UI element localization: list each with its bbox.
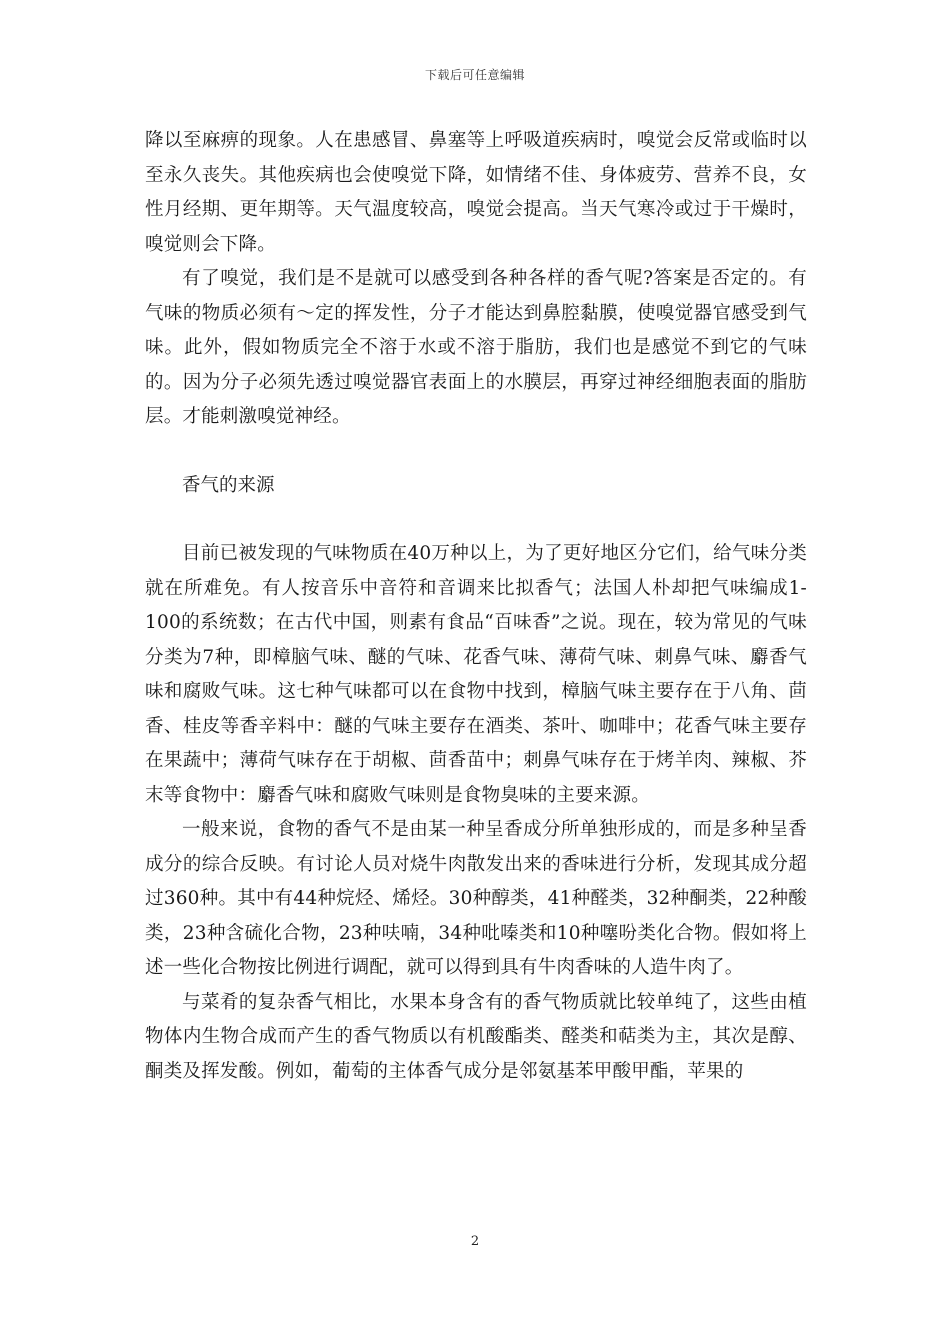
paragraph-olfaction: 有了嗅觉，我们是不是就可以感受到各种各样的香气呢?答案是否定的。有气味的物质必须有～定的挥发性，分子才能达到鼻腔黏膜，使嗅觉器官感受到气味。此外，假如物质完全不溶于水或不溶于脂肪，我们也是感觉不到它的气味的。因为分子必须先透过嗅觉器官表面上的水膜层，再穿过神经细胞表面的脂肪层。才能刺激嗅觉神经。: [145, 268, 807, 427]
section-heading: 香气的来源: [182, 474, 275, 496]
paragraph-continued: 降以至麻痹的现象。人在患感冒、鼻塞等上呼吸道疾病时，嗅觉会反常或临时以至永久丧失。其他疾病也会使嗅觉下降，如情绪不佳、身体疲劳、营养不良，女性月经期、更年期等。天气温度较高，嗅觉会提高。当天气寒冷或过于干燥时，嗅觉则会下降。: [145, 130, 807, 255]
page-header: 下载后可任意编辑: [424, 68, 525, 82]
page-number: 2: [470, 1234, 480, 1249]
paragraph-fruit-aroma: 与菜肴的复杂香气相比，水果本身含有的香气物质就比较单纯了，这些由植物体内生物合成而产生的香气物质以有机酸酯类、醛类和萜类为主，其次是醇、酮类及挥发酸。例如，葡萄的主体香气成分是邻氨基苯甲酸甲酯，苹果的: [145, 991, 807, 1082]
paragraph-beef-aroma: 一般来说，食物的香气不是由某一种呈香成分所单独形成的，而是多种呈香成分的综合反映。有讨论人员对烧牛肉散发出来的香味进行分析，发现其成分超过360种。其中有44种烷烃、烯烃。30种醇类，41种醛类，32种酮类，22种酸类，23种含硫化合物，23种呋喃，34种吡嗪类和10种噻吩类化合物。假如将上述一些化合物按比例进行调配，就可以得到具有牛肉香味的人造牛肉了。: [145, 819, 807, 978]
paragraph-odor-classification: 目前已被发现的气味物质在40万种以上，为了更好地区分它们，给气味分类就在所难免。有人按音乐中音符和音调来比拟香气；法国人朴却把气味编成1-100的系统数；在古代中国，则素有食品“百味香”之说。现在，较为常见的气味分类为7种，即樟脑气味、醚的气味、花香气味、薄荷气味、刺鼻气味、麝香气味和腐败气味。这七种气味都可以在食物中找到，樟脑气味主要存在于八角、茴香、桂皮等香辛料中：醚的气味主要存在酒类、茶叶、咖啡中；花香气味主要存在果蔬中；薄荷气味存在于胡椒、茴香苗中；刺鼻气味存在于烤羊肉、辣椒、芥末等食物中：麝香气味和腐败气味则是食物臭味的主要来源。: [145, 543, 807, 806]
document-body: [145, 124, 807, 1089]
